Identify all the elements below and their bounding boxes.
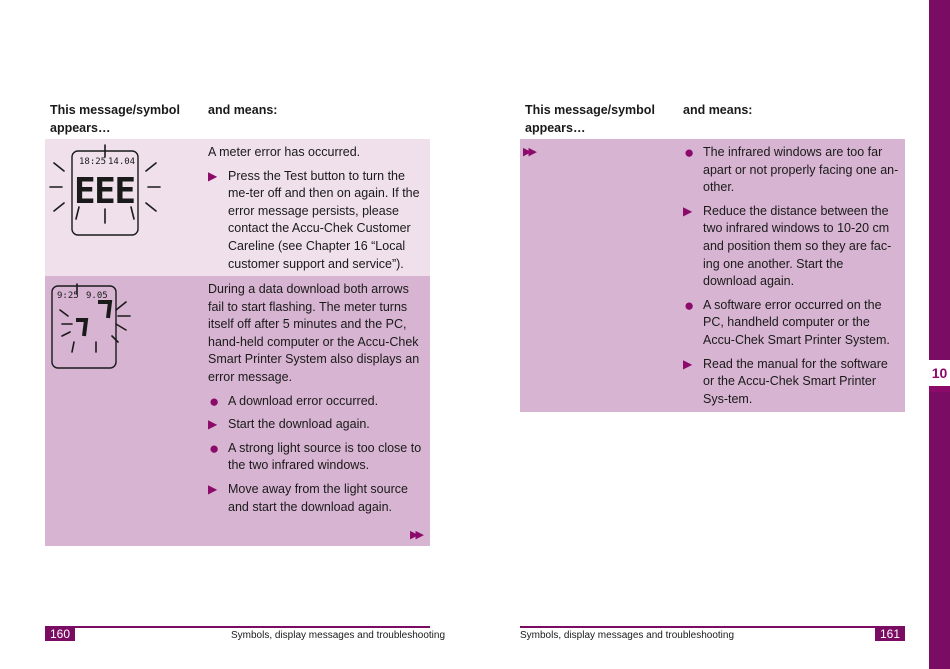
dot-bullet-icon: ●: [209, 438, 220, 458]
left-row2-text: [208, 281, 426, 516]
arrow-bullet-icon: ▶: [208, 168, 218, 183]
left-col1-header: This message/symbol appears…: [50, 103, 180, 135]
continued-arrow-icon: ▶▶: [410, 529, 421, 541]
right-footer-text: Symbols, display messages and troubleshooting: [520, 630, 735, 641]
right-row1-text: [683, 138, 899, 408]
right-footer-rule: [520, 626, 905, 628]
right-col1-header: This message/symbol appears…: [525, 103, 655, 135]
item-text: A download error occurred.: [228, 393, 379, 408]
arrow-bullet-icon: ▶: [683, 203, 693, 218]
left-row2-item-2: [208, 440, 426, 475]
left-row1-item-0: [208, 168, 428, 274]
left-row2-intro: During a data download both arrows fail to start flashing. The meter turns itself off after 5 minutes and the PC, hand-held computer or the Accu-Chek Smart Printer System also displays an error message.: [208, 282, 420, 384]
arrow-bullet-icon: ▶: [208, 417, 218, 432]
item-text: A software error occurred on the PC, handheld computer or the Accu-Chek Smart Printer System.: [703, 297, 890, 347]
item-text: The infrared windows are too far apart or not properly facing one an-other.: [703, 145, 899, 195]
left-row2-item-3: [208, 481, 426, 516]
meter-display-download-arrows-icon: [48, 280, 148, 376]
left-row1-text: [208, 144, 428, 273]
arrow-bullet-icon: ▶: [208, 481, 218, 496]
right-row1-item-0: [683, 144, 899, 197]
right-col2-header: and means:: [683, 103, 753, 117]
left-footer-text: Symbols, display messages and troubleshooting: [231, 630, 446, 641]
item-text: Start the download again.: [228, 417, 370, 432]
left-footer-rule: [45, 626, 430, 628]
right-row1-item-1: [683, 203, 899, 291]
dot-bullet-icon: ●: [684, 295, 695, 315]
left-col2-header: and means:: [208, 103, 278, 117]
dot-bullet-icon: ●: [209, 391, 220, 411]
chapter-side-bar: [929, 0, 950, 669]
meter-date: 9.05: [86, 291, 108, 301]
right-row1-item-2: [683, 297, 899, 350]
meter-time: 9:25: [57, 291, 79, 301]
left-row1-intro: A meter error has occurred.: [208, 145, 361, 159]
item-text: A strong light source is too close to the two infrared windows.: [228, 440, 422, 473]
item-text: Read the manual for the software or the Accu-Chek Smart Printer Sys-tem.: [703, 356, 888, 406]
item-text: Press the Test button to turn the me-ter off and then on again. If the error message persists, please contact the Accu-Chek Customer Careline (see Chapter 16 “Local customer support and service”).: [228, 168, 420, 271]
meter-display-eee-icon: [48, 143, 168, 243]
item-text: Move away from the light source and start the download again.: [228, 481, 408, 514]
meter-error-code: EEE: [74, 171, 136, 212]
right-row1-item-3: [683, 356, 899, 409]
chapter-tab-stripe: [929, 386, 950, 392]
continued-arrow-icon: ▶▶: [523, 146, 534, 158]
chapter-tab: 10: [929, 360, 950, 392]
left-row2-item-0: [208, 393, 426, 411]
meter-date: 14.04: [108, 157, 136, 167]
arrow-bullet-icon: ▶: [683, 356, 693, 371]
dot-bullet-icon: ●: [684, 143, 695, 162]
left-row2-item-1: [208, 416, 426, 434]
left-page-number: 160: [45, 627, 75, 641]
meter-time: 18:25: [79, 157, 107, 167]
item-text: Reduce the distance between the two infrared windows to 10-20 cm and position them so they are fac-ing one another. Start the download again.: [703, 203, 892, 289]
right-page-number: 161: [875, 627, 905, 641]
